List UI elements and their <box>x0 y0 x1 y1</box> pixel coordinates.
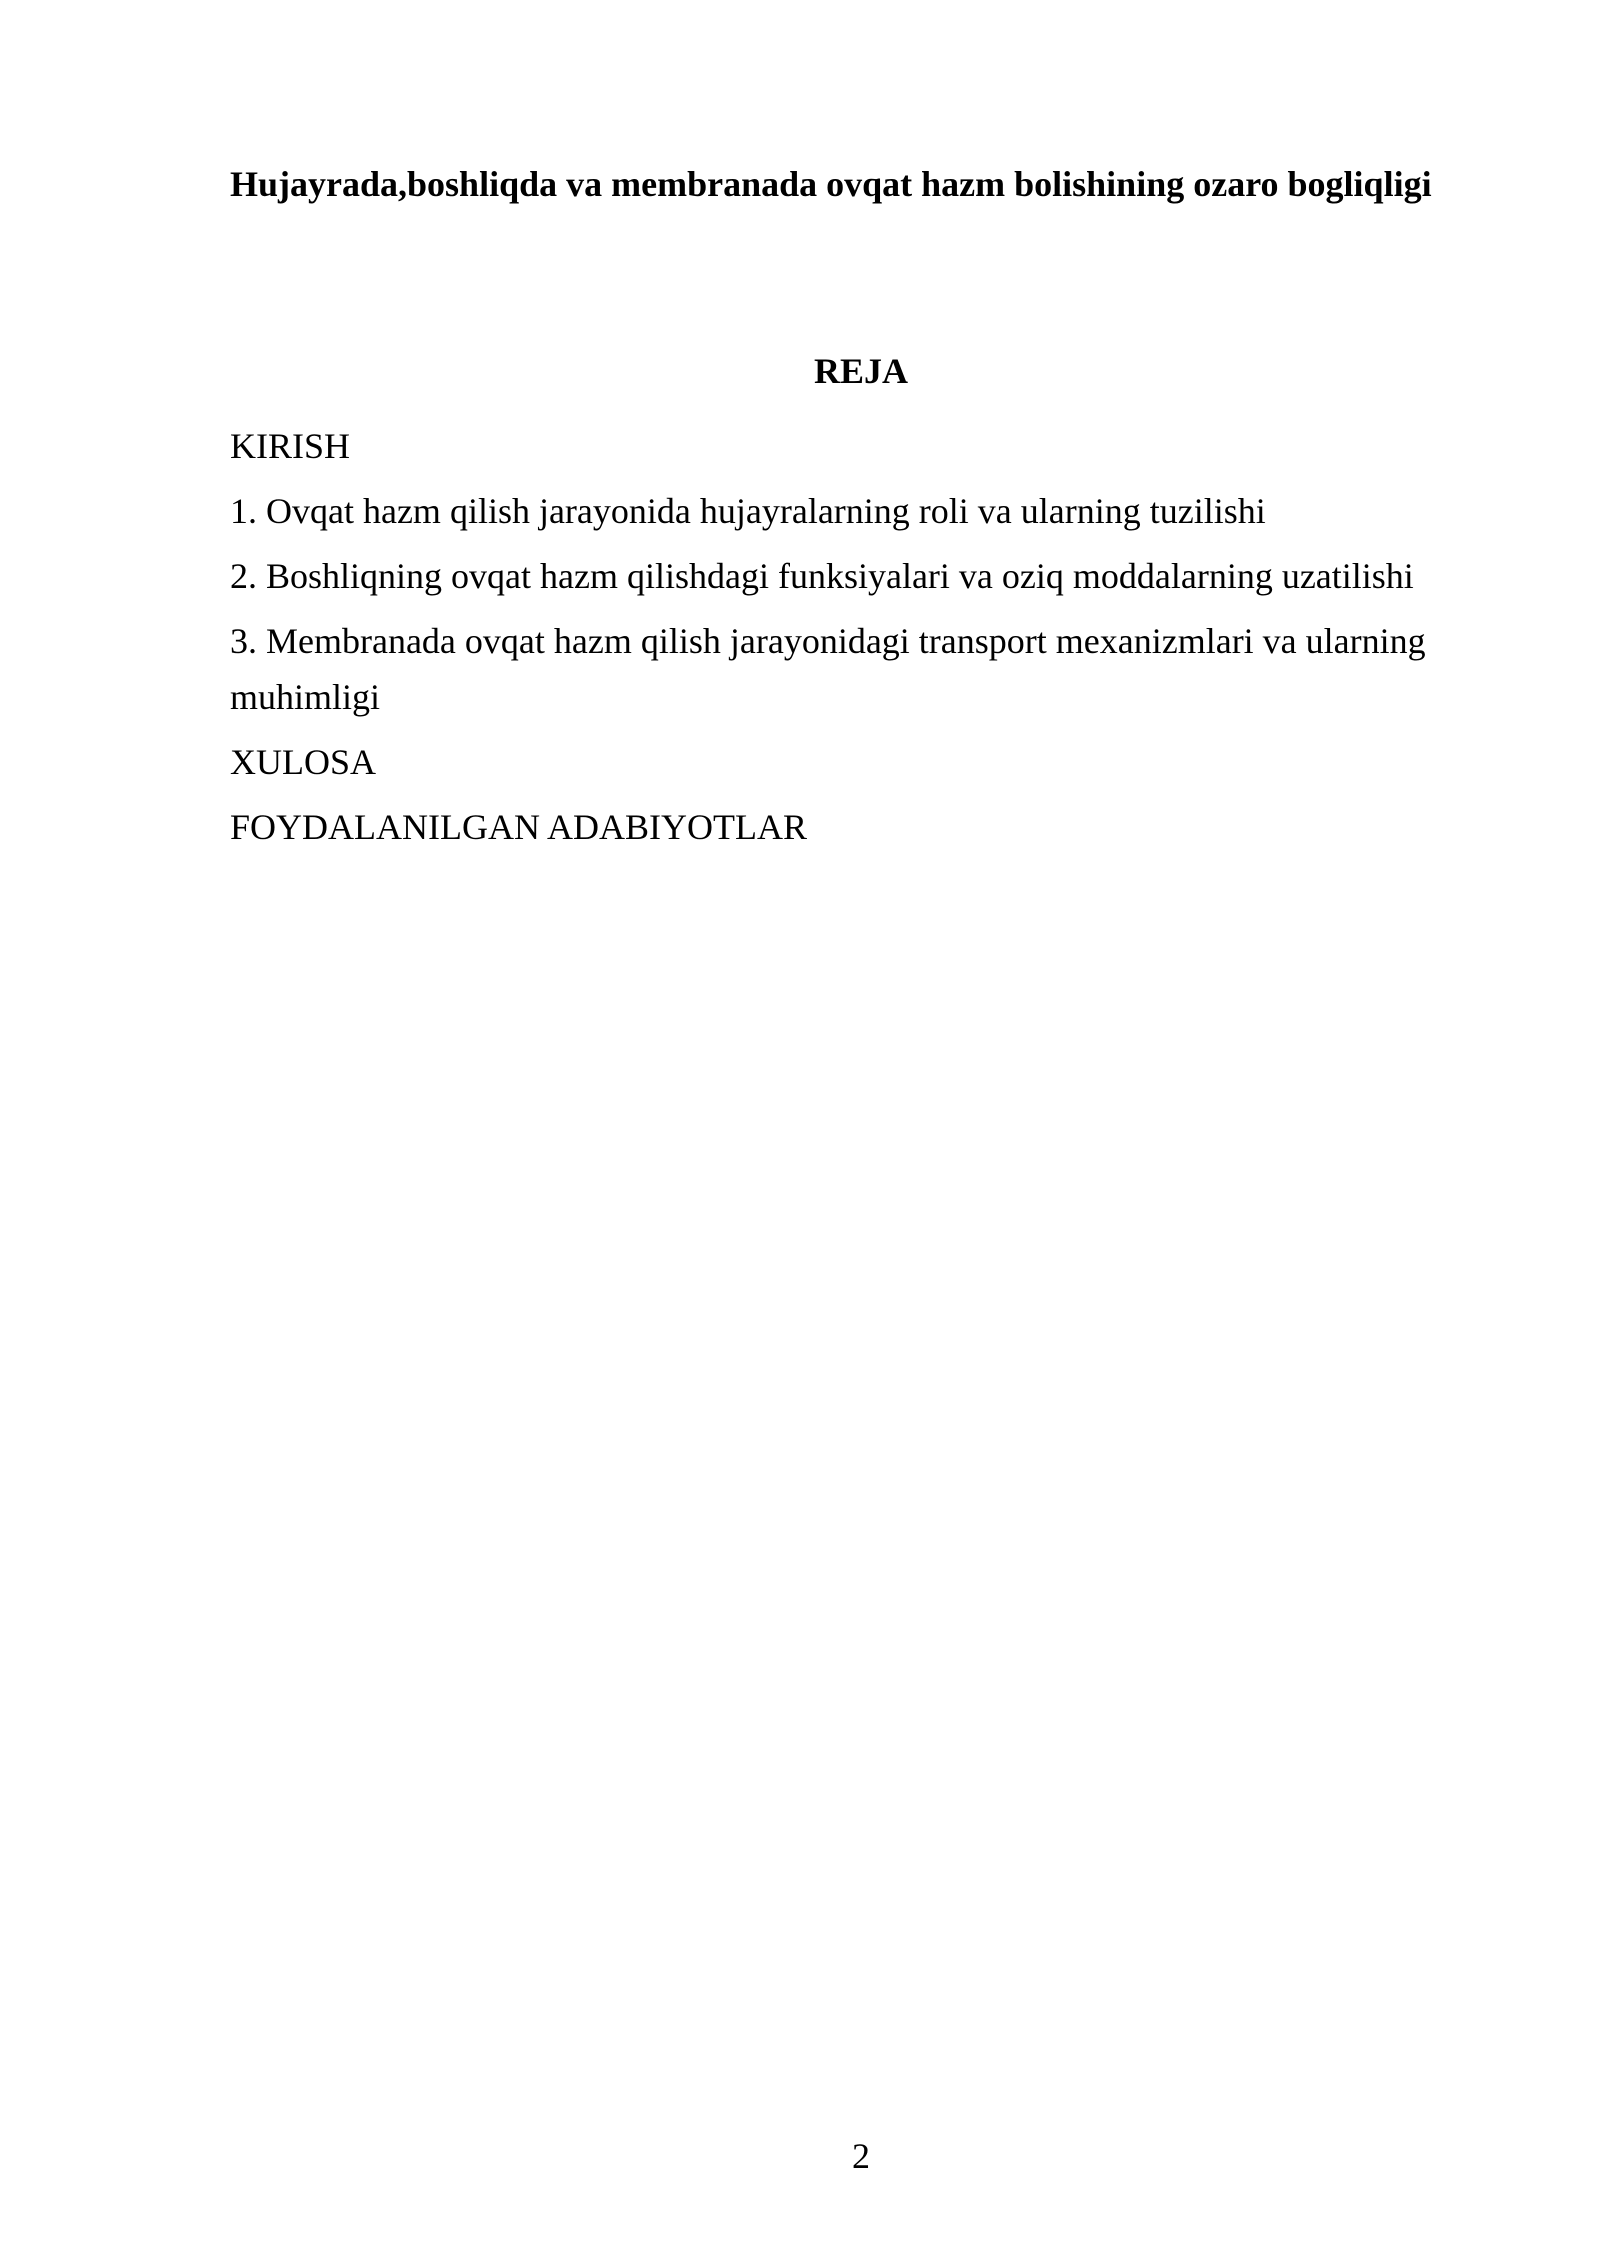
page-number: 2 <box>852 2136 870 2176</box>
plan-heading: REJA <box>813 351 908 391</box>
plan-item-1: 1. Ovqat hazm qilish jarayonida hujayralarning roli va ularning tuzilishi <box>230 491 1266 531</box>
plan-item-3: 3. Membranada ovqat hazm qilish jarayonidagi transport mexanizmlari va ularning muhimligi <box>230 621 1426 717</box>
plan-item-references: FOYDALANILGAN ADABIYOTLAR <box>230 807 807 847</box>
plan-list <box>230 418 1500 864</box>
plan-item-conclusion: XULOSA <box>230 742 377 782</box>
plan-item-2: 2. Boshliqning ovqat hazm qilishdagi funksiyalari va oziq moddalarning uzatilishi <box>230 556 1414 596</box>
document-title: Hujayrada,boshliqda va membranada ovqat hazm bolishining ozaro bogliqligi <box>230 164 1432 204</box>
plan-item-introduction: KIRISH <box>230 426 351 466</box>
